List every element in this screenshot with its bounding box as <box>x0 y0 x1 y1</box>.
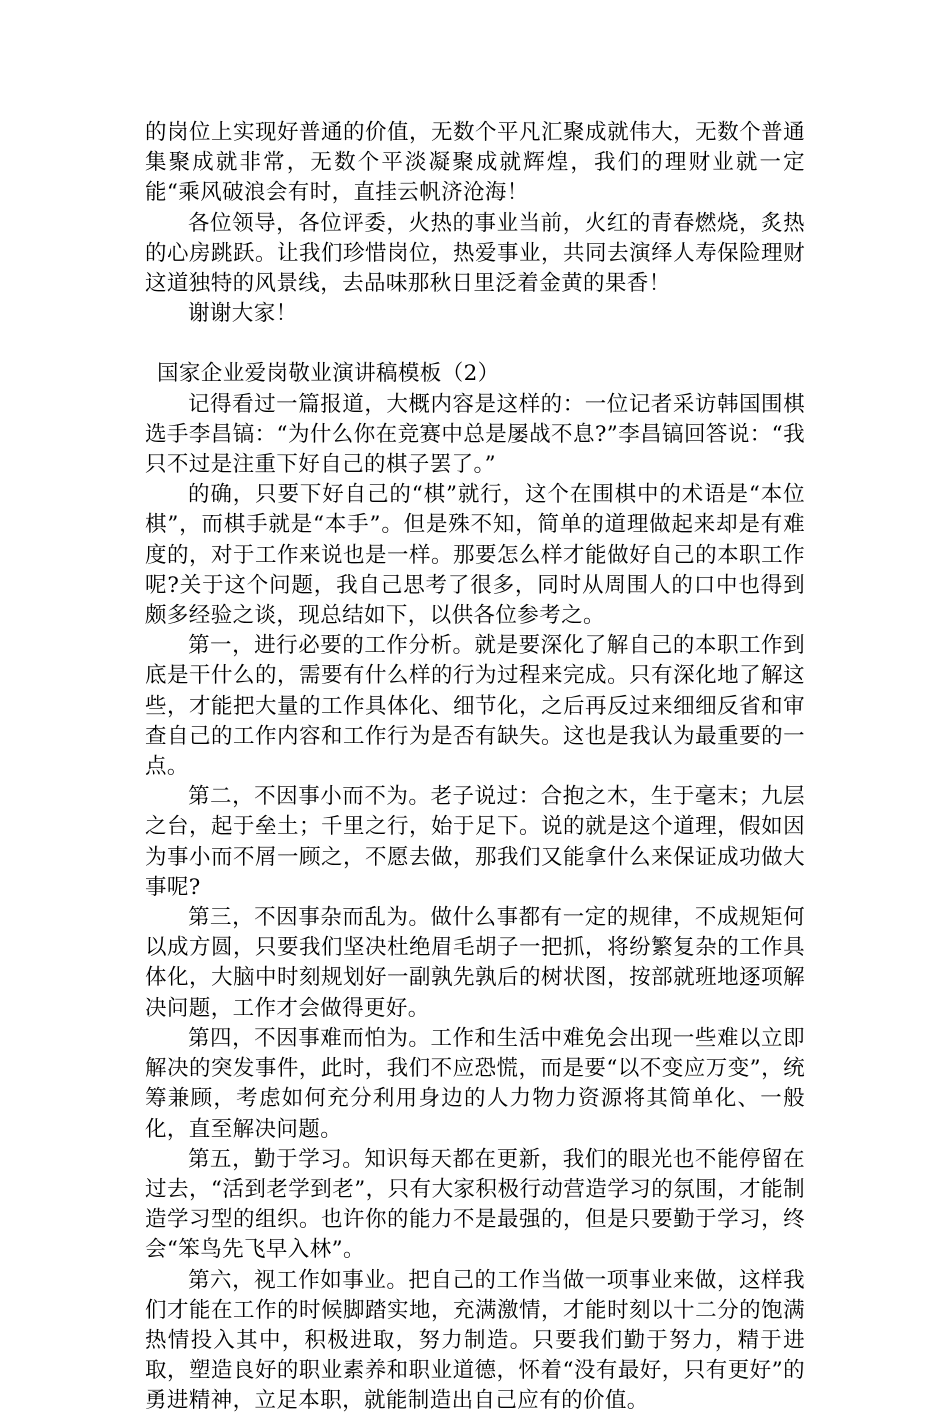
body-paragraph-7: 第五，勤于学习。知识每天都在更新，我们的眼光也不能停留在过去，“活到老学到老”，只有大家积极行动营造学习的氛围，才能制造学习型的组织。也许你的能力不是最强的，但是只要勤于学习，终会“笨鸟先飞早入林”。 <box>145 1146 805 1263</box>
body-paragraph-3: 第一，进行必要的工作分析。就是要深化了解自己的本职工作到底是干什么的，需要有什么样的行为过程来完成。只有深化地了解这些，才能把大量的工作具体化、细节化，之后再反过来细细反省和审查自己的工作内容和工作行为是否有缺失。这也是我认为最重要的一点。 <box>145 633 805 780</box>
body-paragraph-2: 的确，只要下好自己的“棋”就行，这个在围棋中的术语是“本位棋”，而棋手就是“本手”。但是殊不知，简单的道理做起来却是有难度的，对于工作来说也是一样。那要怎么样才能做好自己的本职工作呢?关于这个问题，我自己思考了很多，同时从周围人的口中也得到颇多经验之谈，现总结如下，以供各位参考之。 <box>145 482 805 629</box>
section-title: 国家企业爱岗敬业演讲稿模板（2） <box>157 361 500 387</box>
body-paragraph-4: 第二，不因事小而不为。老子说过：合抱之木，生于毫末；九层之台，起于垒土；千里之行，始于足下。说的就是这个道理，假如因为事小而不屑一顾之，不愿去做，那我们又能拿什么来保证成功做大事呢? <box>145 784 805 900</box>
closing-paragraph: 各位领导，各位评委，火热的事业当前，火红的青春燃烧，炙热的心房跳跃。让我们珍惜岗位，热爱事业，共同去演绎人寿保险理财这道独特的风景线，去品味那秋日里泛着金黄的果香！ <box>145 210 805 297</box>
continuation-paragraph: 的岗位上实现好普通的价值，无数个平凡汇聚成就伟大，无数个普通集聚成就非常，无数个平淡凝聚成就辉煌，我们的理财业就一定能“乘风破浪会有时，直挂云帆济沧海！ <box>145 120 805 206</box>
thanks-paragraph: 谢谢大家！ <box>188 301 298 327</box>
body-paragraph-6: 第四，不因事难而怕为。工作和生活中难免会出现一些难以立即解决的突发事件，此时，我们不应恐慌，而是要“以不变应万变”，统筹兼顾，考虑如何充分利用身边的人力物力资源将其简单化、一般化，直至解决问题。 <box>145 1025 805 1142</box>
document-page <box>145 118 805 1417</box>
body-paragraph-8: 第六，视工作如事业。把自己的工作当做一项事业来做，这样我们才能在工作的时候脚踏实地，充满激情，才能时刻以十二分的饱满热情投入其中，积极进取，努力制造。只要我们勤于努力，精于进取，塑造良好的职业素养和职业道德，怀着“没有最好，只有更好”的勇进精神，立足本职，就能制造出自己应有的价值。 <box>145 1267 805 1414</box>
body-paragraph-1: 记得看过一篇报道，大概内容是这样的：一位记者采访韩国围棋选手李昌镐：“为什么你在竞赛中总是屡战不息?”李昌镐回答说：“我只不过是注重下好自己的棋子罢了。” <box>145 391 805 478</box>
body-paragraph-5: 第三，不因事杂而乱为。做什么事都有一定的规律，不成规矩何以成方圆，只要我们坚决杜绝眉毛胡子一把抓，将纷繁复杂的工作具体化，大脑中时刻规划好一副孰先孰后的树状图，按部就班地逐项解决问题，工作才会做得更好。 <box>145 905 805 1021</box>
